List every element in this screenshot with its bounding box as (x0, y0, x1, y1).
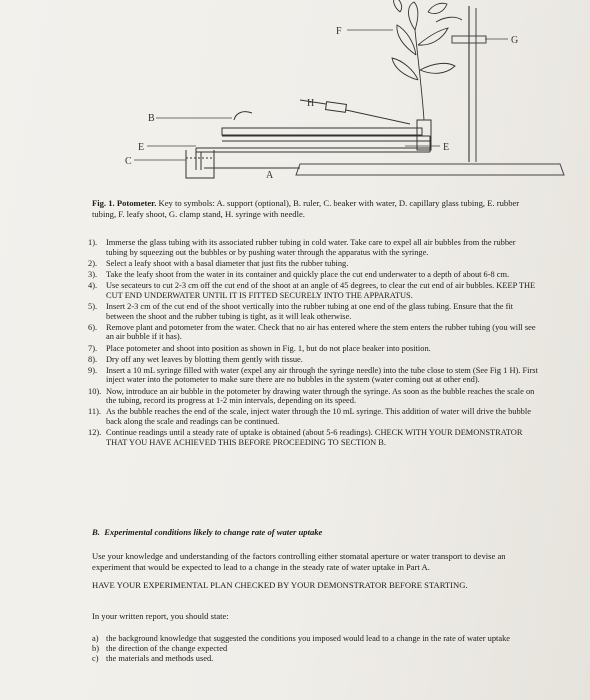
leafy-shoot (392, 0, 462, 120)
label-F: F (336, 26, 342, 37)
step-item (88, 259, 538, 269)
section-b-paragraph: Use your knowledge and understanding of the factors controlling either stomatal aperture or water transport to devise an experiment that would be expected to lead to a change in the steady rate of water uptake in Part A. (92, 551, 506, 572)
step-number: 12). (88, 428, 102, 438)
step-number: 3). (88, 269, 98, 279)
step-text: Dry off any wet leaves by blotting them gently with tissue. (106, 354, 303, 364)
step-item (88, 281, 538, 300)
caption-text: Key to symbols: A. support (optional), B. ruler, C. beaker with water, D. capillary glass tubing, E. rubber tubing, F. leafy shoot, G. clamp stand, H. syringe with needle. (92, 198, 520, 219)
report-items (92, 634, 532, 664)
step-text: Insert a 10 mL syringe filled with water (expel any air through the syringe needle) into the tube close to stem (See Fig 1 H). First inject water into the potometer to make sure there are no bubbles in the system (water coming out at other end). (106, 365, 538, 385)
report-item (92, 644, 532, 654)
step-text: Now, introduce an air bubble in the potometer by drawing water through the syringe. As soon as the bubble reaches the scale on the tubing, record its progress at 1-2 min intervals, depending on its speed. (106, 386, 535, 406)
beaker (186, 150, 214, 178)
step-item (88, 238, 538, 257)
step-number: 4). (88, 281, 98, 291)
step-text: Remove plant and potometer from the water. Check that no air has entered where the stem enters the rubber tubing (you will see an air bubble if it has). (106, 322, 536, 342)
step-item (88, 407, 538, 426)
check-plan-notice: HAVE YOUR EXPERIMENTAL PLAN CHECKED BY YOUR DEMONSTRATOR BEFORE STARTING. (92, 580, 468, 590)
step-item (88, 302, 538, 321)
label-E-left: E (138, 142, 145, 153)
report-item (92, 654, 532, 664)
step-text: Place potometer and shoot into position as shown in Fig. 1, but do not place beaker into position. (106, 343, 431, 353)
report-item-text: the direction of the change expected (106, 644, 228, 653)
step-number: 1). (88, 238, 98, 247)
step-text: Use secateurs to cut 2-3 cm off the cut end of the shoot at an angle of 45 degrees, to clear the cut end of air bubbles. KEEP THE CUT END UNDERWATER UNTIL IT IS FITTED SECURELY INTO THE APPARATUS. (106, 281, 536, 300)
step-item (88, 387, 538, 406)
step-text: Immerse the glass tubing with its associated rubber tubing in cold water. Take care to expel all air bubbles from the rubber tubing by squeezing out the bubbles or by pushing water through the apparatus with the syringe. (106, 238, 516, 257)
step-text: Insert 2-3 cm of the cut end of the shoot vertically into the rubber tubing at one end of the glass tubing. Ensure that the fit between the shoot and the rubber tubing is tight, as it will leak otherwise. (106, 301, 514, 321)
label-H: H (307, 98, 315, 109)
report-item-letter: c) (92, 654, 99, 663)
step-number: 5). (88, 301, 98, 311)
step-text: As the bubble reaches the end of the scale, inject water through the 10 mL syringe. This addition of water will drive the bubble back along the scale and readings can be continued. (106, 407, 531, 427)
report-item-letter: b) (92, 644, 99, 653)
step-number: 8). (88, 354, 98, 364)
potometer-diagram (0, 0, 590, 195)
label-B: B (148, 113, 155, 124)
procedure-steps (88, 238, 538, 449)
step-number: 9). (88, 365, 98, 375)
step-number: 6). (88, 322, 98, 332)
step-item (88, 270, 538, 280)
report-item-text: the background knowledge that suggested the conditions you imposed would lead to a change in the rate of water uptake (106, 634, 510, 643)
report-item-letter: a) (92, 634, 99, 643)
step-text: Continue readings until a steady rate of uptake is obtained (about 5-6 readings). CHECK WITH YOUR DEMONSTRATOR THAT YOU HAVE ACHIEVED THIS BEFORE PROCEEDING TO SECTION B. (106, 428, 523, 447)
section-b-letter: B. (92, 527, 100, 537)
step-item (88, 323, 538, 342)
label-G: G (511, 35, 519, 46)
step-text: Select a leafy shoot with a basal diameter that just fits the rubber tubing. (106, 258, 349, 268)
report-item-text: the materials and methods used. (106, 654, 214, 663)
step-item (88, 344, 538, 354)
label-A: A (266, 170, 274, 181)
step-text: Take the leafy shoot from the water in its container and quickly place the cut end underwater to a depth of about 6-8 cm. (106, 269, 510, 279)
step-item (88, 428, 538, 447)
syringe (234, 100, 410, 124)
label-C: C (125, 156, 132, 167)
step-number: 2). (88, 258, 98, 268)
report-item (92, 634, 532, 644)
step-number: 11). (88, 407, 101, 417)
figure-caption (92, 198, 542, 220)
step-number: 10). (88, 386, 102, 396)
step-number: 7). (88, 343, 98, 353)
report-intro: In your written report, you should state: (92, 611, 229, 621)
caption-lead: Fig. 1. Potometer. (92, 198, 157, 208)
step-item (88, 366, 538, 385)
section-b-title: Experimental conditions likely to change rate of water uptake (104, 527, 323, 537)
label-E-right: E (443, 142, 450, 153)
step-item (88, 355, 538, 365)
section-b-heading (92, 527, 322, 537)
